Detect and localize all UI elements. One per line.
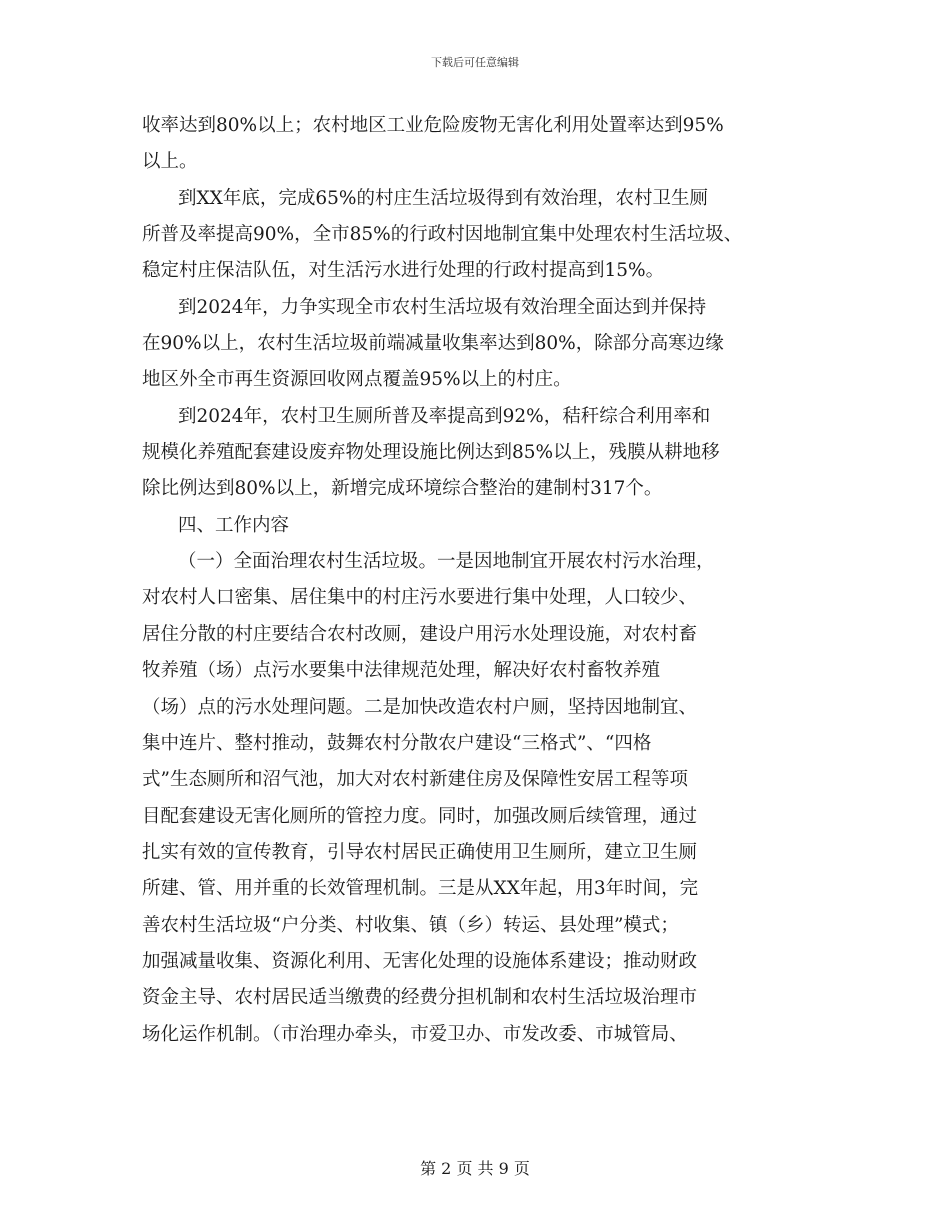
page-header: 下载后可任意编辑 [431,56,519,69]
paragraph-first-line: （一）全面治理农村生活垃圾。一是因地制宜开展农村污水治理， [178,551,715,573]
text-line: 场化运作机制。（市治理办牵头，市爱卫办、市发改委、市城管局、 [142,1023,688,1045]
text-line: 以上。 [142,151,198,173]
text-line: 对农村人口密集、居住集中的村庄污水要进行集中处理，人口较少、 [142,587,698,609]
paragraph-first-line: 到2024年，力争实现全市农村生活垃圾有效治理全面达到并保持 [178,296,707,318]
text-line: 资金主导、农村居民适当缴费的经费分担机制和农村生活垃圾治理市 [142,987,698,1009]
text-line: 集中连片、整村推动，鼓舞农村分散农户建设“三格式”、“四格 [142,732,652,754]
text-line: 牧养殖（场）点污水要集中法律规范处理，解决好农村畜牧养殖 [142,660,661,682]
text-line: 除比例达到80%以上，新增完成环境综合整治的建制村317个。 [142,478,663,500]
text-line: 稳定村庄保洁队伍，对生活污水进行处理的行政村提高到15%。 [142,260,665,282]
text-line: 规模化养殖配套建设废弃物处理设施比例达到85%以上，残膜从耕地移 [142,442,720,464]
text-line: 居住分散的村庄要结合农村改厕，建设户用污水处理设施，对农村畜 [142,623,698,645]
text-line: 目配套建设无害化厕所的管控力度。同时，加强改厕后续管理，通过 [142,805,698,827]
page-number: 第 2 页 共 9 页 [420,1159,530,1178]
text-line: 所普及率提高90%，全市85%的行政村因地制宜集中处理农村生活垃圾、 [142,224,743,246]
document-body [142,108,814,1053]
text-line: 在90%以上，农村生活垃圾前端减量收集率达到80%，除部分高寒边缘 [142,333,724,355]
text-line: 收率达到80%以上；农村地区工业危险废物无害化利用处置率达到95% [142,115,724,136]
text-line: 扎实有效的宣传教育，引导农村居民正确使用卫生厕所，建立卫生厕 [142,841,698,863]
paragraph-first-line: 四、工作内容 [178,514,290,536]
text-line: 所建、管、用并重的长效管理机制。三是从XX年起，用3年时间，完 [142,878,699,900]
text-line: 式”生态厕所和沼气池，加大对农村新建住房及保障性安居工程等项 [142,769,688,791]
text-line: 加强减量收集、资源化利用、无害化处理的设施体系建设；推动财政 [142,950,698,972]
text-line: （场）点的污水处理问题。二是加快改造农村户厕，坚持因地制宜、 [142,696,698,718]
text-line: 善农村生活垃圾“户分类、村收集、镇（乡）转运、县处理”模式； [142,914,679,936]
text-line: 地区外全市再生资源回收网点覆盖95%以上的村庄。 [142,369,572,391]
paragraph-first-line: 到XX年底，完成65%的村庄生活垃圾得到有效治理，农村卫生厕 [178,187,708,209]
paragraph-first-line: 到2024年，农村卫生厕所普及率提高到92%，秸秆综合利用率和 [178,405,711,427]
